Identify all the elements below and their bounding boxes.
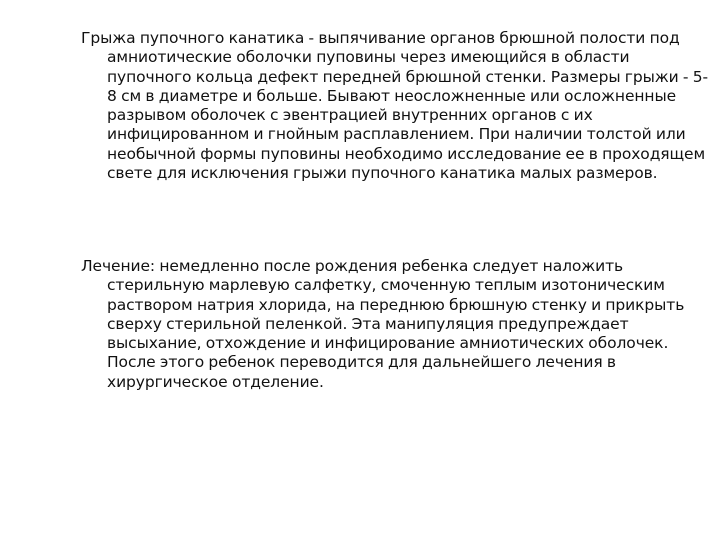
paragraph-hernia-description: Грыжа пупочного канатика - выпячивание органов брюшной полости под амниотические оболочки пуповины через имеющийся в области пупочного кольца дефект передней брюшной стенки. Размеры грыжи - 5-8 см в диаметре и больше. Бывают неосложненные или осложненные разрывом оболочек с эвентрацией внутренних органов с их инфицированном и гнойным расплавлением. При наличии толстой или необычной формы пуповины необходимо исследование ее в проходящем свете для исключения грыжи пупочного канатика малых размеров. [81, 29, 708, 183]
paragraph-treatment: Лечение: немедленно после рождения ребенка следует наложить стерильную марлевую салфетку, смоченную теплым изотоническим раствором натрия хлорида, на переднюю брюшную стенку и прикрыть сверху стерильной пеленкой. Эта манипуляция предупреждает высыхание, отхождение и инфицирование амниотических оболочек. После этого ребенок переводится для дальнейшего лечения в хирургическое отделение. [81, 257, 685, 391]
